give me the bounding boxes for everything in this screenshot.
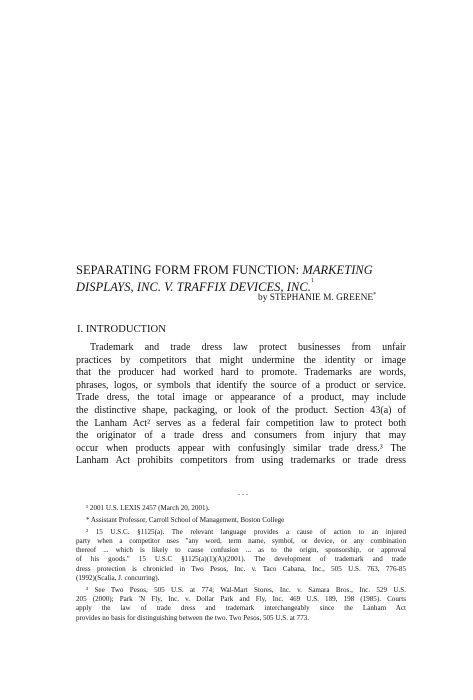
body-line: phrases, logos, or symbols that identify the source of a product or service. (76, 379, 406, 391)
body-line: practices by competitors that might undermine the identity or image (76, 354, 406, 366)
author-name: by STEPHANIE M. GREENE (258, 293, 374, 303)
body-line: the originator of a trade dress and consumers from injury that may (76, 430, 406, 442)
footnote-line: party when a competitor uses "any word, term name, symbol, or device, or any combination (76, 536, 406, 545)
body-line: occur when products appear with confusingly similar trade dress.³ The (76, 442, 406, 454)
footnote (76, 528, 406, 584)
footnote-line: dress protection is chronicled in Two Pesos, Inc. v. Taco Cabana, Inc., 505 U.S. 763, 776-85 (76, 564, 406, 573)
footnote-line: 205 (2000); Park 'N Fly, Inc. v. Dollar Park and Fly, Inc. 469 U.S. 189, 198 (1985). Courts (76, 595, 406, 604)
author-byline (258, 293, 376, 303)
footnote-line: apply the law of trade dress and trademark interchangeably since the Lanham Act (76, 604, 406, 613)
title-footnote-mark: 1 (310, 278, 315, 284)
section-heading: I. INTRODUCTION (77, 324, 166, 335)
footnote (76, 504, 406, 513)
footnote (76, 516, 406, 525)
title-roman-text: SEPARATING FORM FROM FUNCTION: (76, 263, 303, 277)
footnote-line: (1992)(Scalia, J. concurring). (76, 574, 160, 583)
body-line: the distinctive shape, packaging, or look of the product. Section 43(a) of (76, 404, 406, 416)
body-line: Trademark and trade dress law protect businesses from unfair (90, 342, 406, 353)
article-title (76, 262, 406, 296)
footnote-line: thereof ... which is likely to cause confusion ... as to the origin, sponsorship, or approval (76, 546, 406, 555)
author-footnote-mark: * (373, 292, 377, 298)
footnote-separator: . . . (238, 488, 248, 497)
title-italic-text-2: DISPLAYS, INC. V. TRAFFIX DEVICES, INC. (76, 280, 311, 294)
body-line: Trade dress, the total image or appearance of a product, may include (76, 392, 406, 404)
footnote-line: of his goods." 15 U.S.C §1125(a)(1)(A)(2001). The development of trademark and trade (76, 555, 406, 564)
footnote-line: ³ See Two Pesos, 505 U.S. at 774; Wal-Mart Stores, Inc. v. Samara Bros., Inc. 529 U.S. (86, 585, 406, 594)
body-line: that the producer had worked hard to promote. Trademarks are words, (76, 367, 406, 379)
footnotes (76, 504, 406, 626)
title-italic-text-1: MARKETING (302, 263, 373, 277)
body-line: the Lanham Act² serves as a federal fair competition law to protect both (76, 417, 406, 429)
footnote-line: provides no basis for distinguishing between the two. Two Pesos, 505 U.S. at 773. (76, 613, 310, 622)
body-paragraph (76, 342, 406, 468)
footnote-line: * Assistant Professor, Carroll School of Management, Boston College (86, 515, 285, 524)
footnote-line: ¹ 2001 U.S. LEXIS 2457 (March 20, 2001). (86, 504, 210, 512)
footnote (76, 586, 406, 623)
title-line-1 (76, 262, 406, 279)
body-line: Lanham Act prohibits competitors from using trademarks or trade dress (76, 455, 406, 467)
footnote-line: ² 15 U.S.C. §1125(a). The relevant language provides a cause of action to an injured (86, 527, 406, 536)
